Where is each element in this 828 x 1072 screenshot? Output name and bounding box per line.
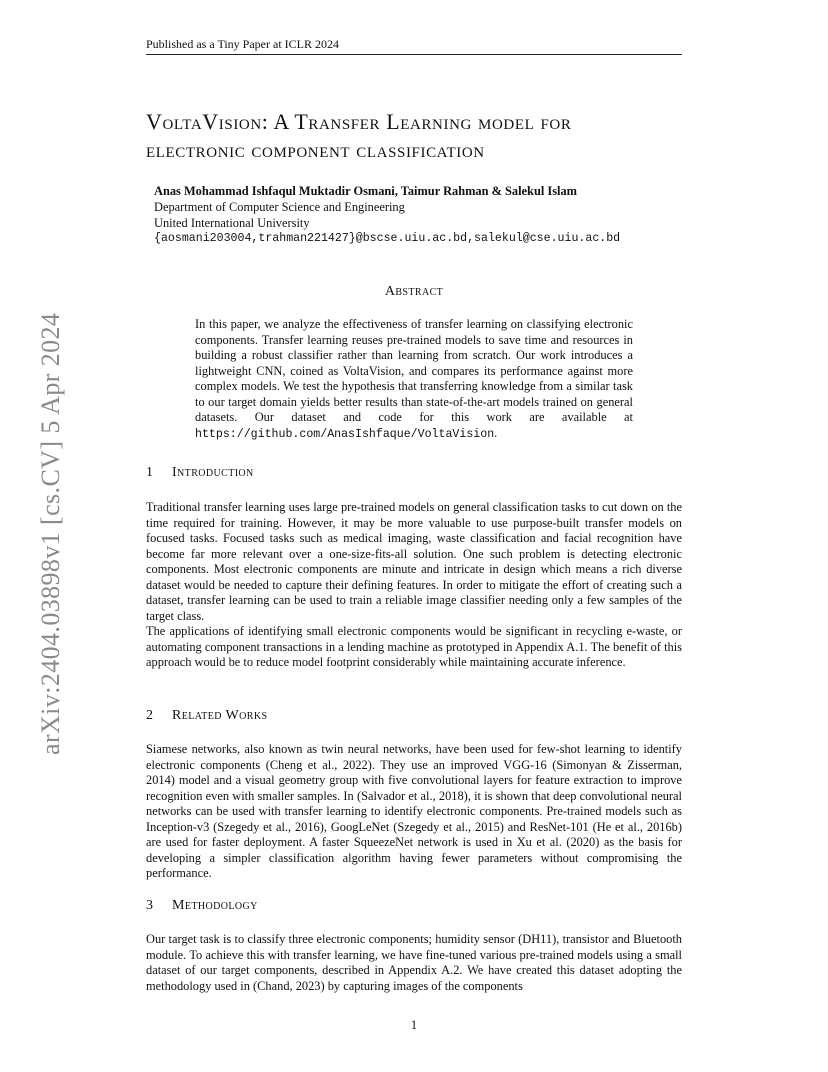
section-title: Methodology — [172, 898, 258, 913]
abstract-text: In this paper, we analyze the effectiveness of transfer learning on classifying electronic components. Transfer learning reuses pre-trained models to save time and resources in building a robust classifier rather than learning from scratch. Our work introduces a lightweight CNN, coined as VoltaVision, and compares its performance against more complex models. We test the hypothesis that transferring knowledge from a similar task to our target domain yields better results than state-of-the-art models trained on general datasets. Our dataset and code for this work are available at — [195, 317, 633, 424]
section-number: 2 — [146, 708, 154, 723]
section-number: 3 — [146, 898, 154, 913]
author-university: United International University — [154, 216, 310, 230]
running-header — [146, 36, 682, 55]
title-line-2: electronic component classification — [146, 137, 485, 162]
abstract-end: . — [494, 425, 498, 440]
section-title: Introduction — [172, 465, 254, 480]
methodology-paragraph: Our target task is to classify three electronic components; humidity sensor (DH11), transistor and Bluetooth module. To achieve this with transfer learning, we have fine-tuned various pre-trained models using a small dataset of our target components, described in Appendix A.2. We have created this dataset adopting the methodology used in (Chand, 2023) by capturing images of the components — [146, 932, 682, 993]
abstract-heading: Abstract — [384, 284, 444, 299]
page-number: 1 — [410, 1018, 418, 1032]
section-heading-related-works — [146, 708, 682, 724]
abstract-body — [195, 317, 633, 442]
introduction-paragraph-2: The applications of identifying small electronic components would be significant in recycling e-waste, or automating component transactions in a lending machine as prototyped in Appendix A.1. The benefit of this approach would be to reduce model footprint considerably while maintaining accurate inference. — [146, 624, 682, 669]
related-works-paragraph: Siamese networks, also known as twin neural networks, have been used for few-shot learning to identify electronic components (Cheng et al., 2022). They use an improved VGG-16 (Simonyan & Zisserman, 2014) model and a visual geometry group with five convolutional layers for feature extraction to improve recognition even with smaller samples. In (Salvador et al., 2018), it is shown that deep convolutional neural networks can be used with transfer learning to identify electronic components. Pre-trained models such as Inception-v3 (Szegedy et al., 2016), GoogLeNet (Szegedy et al., 2015) and ResNet-101 (He et al., 2016b) are used for faster deployment. A faster SqueezeNet network is used in Xu et al. (2020) as the basis for developing a simpler classification algorithm having fewer parameters without compromising the performance. — [146, 742, 682, 880]
arxiv-side-stamp: arXiv:2404.03898v1 [cs.CV] 5 Apr 2024 — [36, 312, 65, 755]
running-head-text: Published as a Tiny Paper at ICLR 2024 — [146, 37, 340, 51]
title-line-1: VoltaVision: A Transfer Learning model for — [146, 109, 572, 134]
author-names: Anas Mohammad Ishfaqul Muktadir Osmani, Taimur Rahman & Salekul Islam — [154, 184, 577, 198]
section-number: 1 — [146, 465, 154, 480]
introduction-paragraph-1: Traditional transfer learning uses large pre-trained models on general classification tasks to cut down on the time required for training. However, it may be more valuable to use purpose-built transfer models on focused tasks. Focused tasks such as medical imaging, waste classification and facial recognition have become far more relevant over a one-size-fits-all solution. One such problem is detecting electronic components. Most electronic components are minute and intricate in design which means a rich diverse dataset would be needed to capture their defining features. In order to mitigate the effort of creating such a dataset, transfer learning can be used to train a reliable image classifier needing only a few samples of the target class. — [146, 500, 682, 623]
section-heading-methodology — [146, 898, 682, 914]
section-heading-introduction — [146, 465, 682, 481]
author-emails: {aosmani203004,trahman221427}@bscse.uiu.ac.bd,salekul@cse.uiu.ac.bd — [154, 232, 621, 245]
repository-link[interactable]: https://github.com/AnasIshfaque/VoltaVision — [195, 427, 495, 441]
author-block — [154, 183, 674, 247]
paper-title — [146, 108, 706, 164]
section-title: Related Works — [172, 708, 268, 723]
author-department: Department of Computer Science and Engineering — [154, 200, 405, 214]
